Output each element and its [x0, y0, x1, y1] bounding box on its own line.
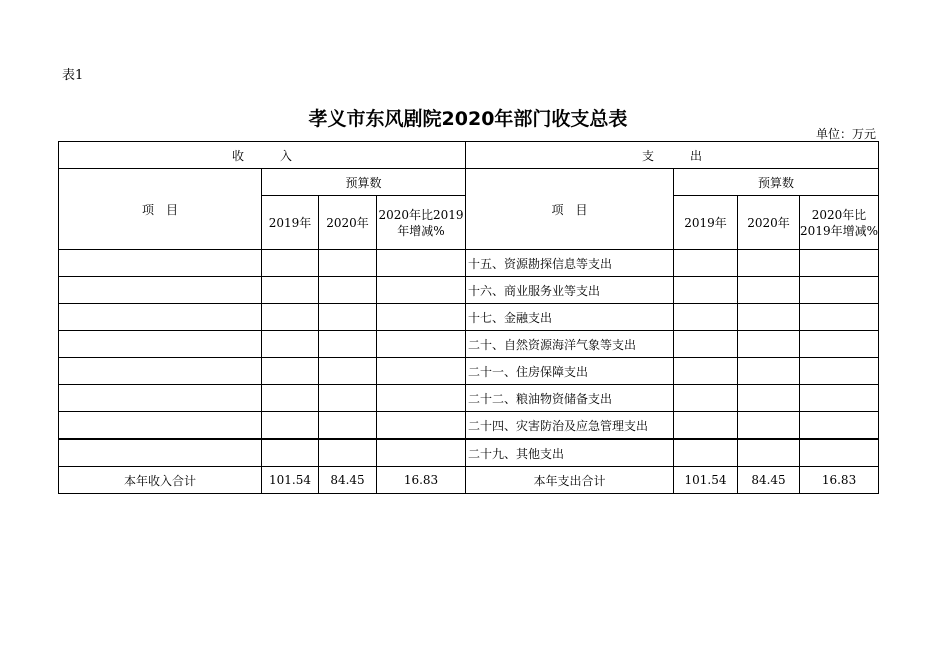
income-change-cell: [377, 250, 466, 277]
income-total-change: 16.83: [377, 467, 466, 494]
expense-item-cell: 二十九、其他支出: [466, 439, 674, 467]
expense-item-header: 项 目: [466, 169, 674, 250]
expense-2020-cell: [738, 304, 800, 331]
expense-item-cell: 十七、金融支出: [466, 304, 674, 331]
expense-2019-cell: [674, 277, 738, 304]
expense-change-cell: [800, 439, 879, 467]
expense-item-cell: 十六、商业服务业等支出: [466, 277, 674, 304]
income-2019-header: 2019年: [262, 196, 319, 250]
income-change-cell: [377, 385, 466, 412]
expense-item-cell: 二十、自然资源海洋气象等支出: [466, 331, 674, 358]
expense-2019-cell: [674, 250, 738, 277]
income-change-cell: [377, 331, 466, 358]
totals-row: [59, 467, 879, 494]
income-2020-cell: [319, 358, 377, 385]
expense-item-cell: 二十二、粮油物资储备支出: [466, 385, 674, 412]
income-change-cell: [377, 358, 466, 385]
income-item-cell: [59, 385, 262, 412]
income-change-cell: [377, 304, 466, 331]
table-row: [59, 358, 879, 385]
income-2020-cell: [319, 412, 377, 440]
income-2020-cell: [319, 439, 377, 467]
income-item-cell: [59, 304, 262, 331]
table-row: [59, 304, 879, 331]
income-item-cell: [59, 412, 262, 440]
expense-change-cell: [800, 250, 879, 277]
income-2019-cell: [262, 331, 319, 358]
income-budget-header: 预算数: [262, 169, 466, 196]
expense-change-cell: [800, 358, 879, 385]
unit-label: 单位：万元: [815, 127, 876, 141]
expense-header: 支 出: [466, 142, 879, 169]
income-item-header: 项 目: [59, 169, 262, 250]
expense-2019-cell: [674, 304, 738, 331]
expense-change-cell: [800, 385, 879, 412]
table-row: [59, 385, 879, 412]
income-2020-cell: [319, 250, 377, 277]
income-2019-cell: [262, 358, 319, 385]
table-row: [59, 331, 879, 358]
expense-2020-cell: [738, 385, 800, 412]
income-2020-header: 2020年: [319, 196, 377, 250]
income-item-cell: [59, 439, 262, 467]
income-item-cell: [59, 250, 262, 277]
income-header: 收 入: [59, 142, 466, 169]
expense-total-2019: 101.54: [674, 467, 738, 494]
expense-2019-cell: [674, 331, 738, 358]
expense-change-cell: [800, 412, 879, 440]
expense-2020-header: 2020年: [738, 196, 800, 250]
income-2019-cell: [262, 439, 319, 467]
expense-total-label: 本年支出合计: [466, 467, 674, 494]
expense-change-cell: [800, 331, 879, 358]
expense-2019-cell: [674, 439, 738, 467]
expense-item-cell: 二十四、灾害防治及应急管理支出: [466, 412, 674, 440]
income-2019-cell: [262, 385, 319, 412]
income-change-cell: [377, 412, 466, 440]
expense-total-change: 16.83: [800, 467, 879, 494]
table-row: [59, 277, 879, 304]
income-2020-cell: [319, 385, 377, 412]
expense-2020-cell: [738, 412, 800, 440]
expense-2019-cell: [674, 358, 738, 385]
expense-change-cell: [800, 304, 879, 331]
income-2020-cell: [319, 331, 377, 358]
expense-2020-cell: [738, 250, 800, 277]
expense-2020-cell: [738, 331, 800, 358]
expense-item-cell: 二十一、住房保障支出: [466, 358, 674, 385]
expense-2020-cell: [738, 277, 800, 304]
expense-2020-cell: [738, 439, 800, 467]
income-2020-cell: [319, 304, 377, 331]
income-2019-cell: [262, 412, 319, 440]
expense-2019-header: 2019年: [674, 196, 738, 250]
income-2020-cell: [319, 277, 377, 304]
expense-item-cell: 十五、资源勘探信息等支出: [466, 250, 674, 277]
income-item-cell: [59, 331, 262, 358]
income-item-cell: [59, 358, 262, 385]
expense-change-cell: [800, 277, 879, 304]
page-title: 孝义市东风剧院2020年部门收支总表: [308, 108, 628, 130]
income-total-2020: 84.45: [319, 467, 377, 494]
income-change-cell: [377, 439, 466, 467]
income-change-header: 2020年比2019年增减%: [377, 196, 466, 250]
income-total-2019: 101.54: [262, 467, 319, 494]
expense-2020-cell: [738, 358, 800, 385]
expense-budget-header: 预算数: [674, 169, 879, 196]
expense-2019-cell: [674, 412, 738, 440]
income-change-cell: [377, 277, 466, 304]
expense-total-2020: 84.45: [738, 467, 800, 494]
table-row: [59, 439, 879, 467]
budget-summary-table: [58, 141, 879, 494]
income-2019-cell: [262, 277, 319, 304]
income-2019-cell: [262, 250, 319, 277]
table-row: [59, 250, 879, 277]
income-2019-cell: [262, 304, 319, 331]
expense-change-header: 2020年比2019年增减%: [800, 196, 879, 250]
income-item-cell: [59, 277, 262, 304]
table-row: [59, 412, 879, 440]
table-number-label: 表1: [62, 68, 84, 83]
expense-2019-cell: [674, 385, 738, 412]
income-total-label: 本年收入合计: [59, 467, 262, 494]
